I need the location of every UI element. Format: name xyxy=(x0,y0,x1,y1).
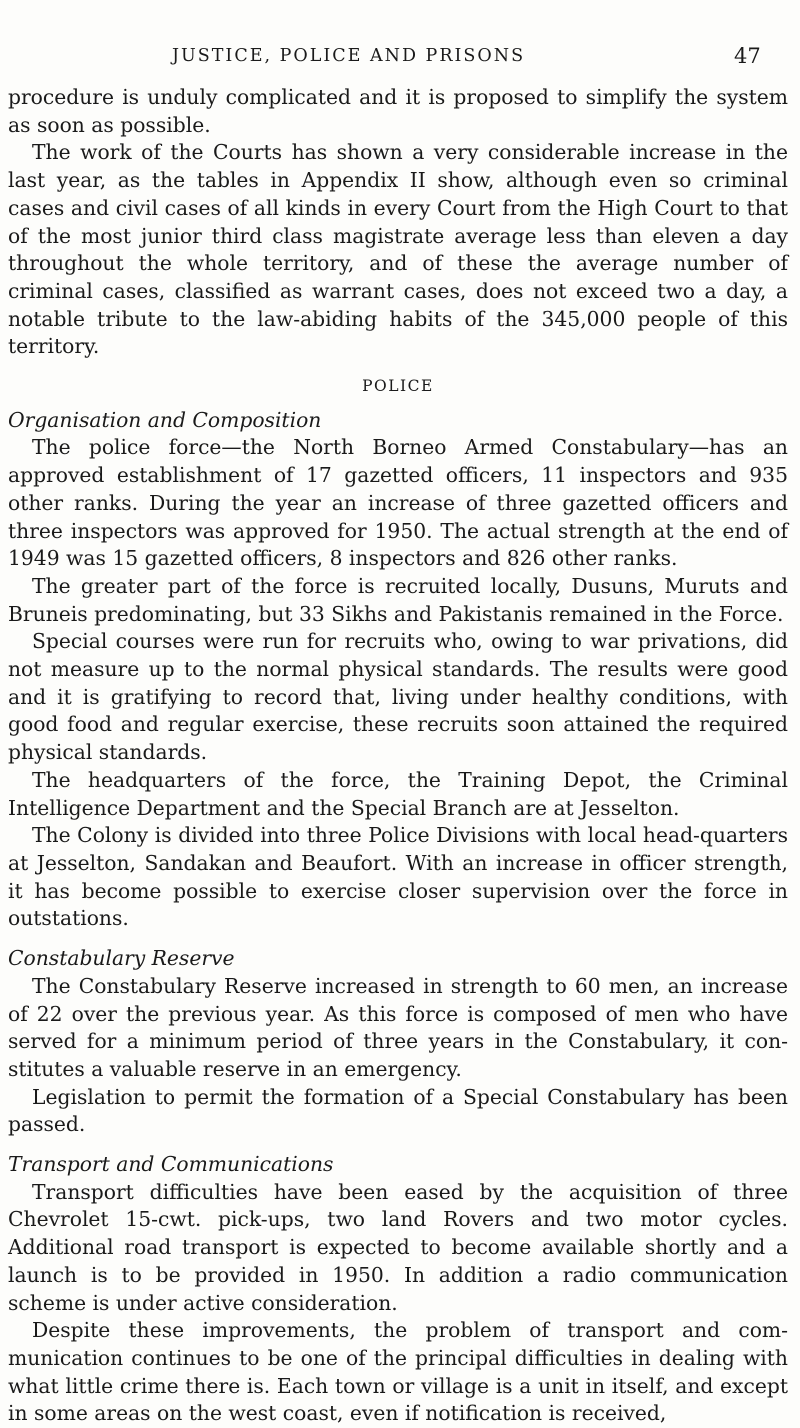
paragraph: The Colony is divided into three Police Divisions with local head-quarters at Jesselton, Sandakan and Beaufort. With an increase in officer strength, it has become possible to exercise closer supervision over the force in outstations. xyxy=(8,823,788,931)
subheading-constabulary-reserve: Constabulary Reserve xyxy=(8,946,235,971)
page-number: 47 xyxy=(734,44,761,68)
paragraph: The greater part of the force is recruited locally, Dusuns, Muruts and Bruneis predominating, but 33 Sikhs and Pakistanis remained in the Force. xyxy=(8,573,788,626)
subheading-transport: Transport and Communications xyxy=(8,1152,334,1177)
running-head-title: JUSTICE, POLICE AND PRISONS xyxy=(172,46,526,66)
paragraph: The Constabulary Reserve increased in strength to 60 men, an increase of 22 over the previous year. As this force is composed of men who have served for a minimum period of three years in the Constabulary, it con-stitutes a valuable reserve in an emergency. xyxy=(8,973,788,1081)
paragraph: Special courses were run for recruits who, owing to war privations, did not measure up to the normal physical standards. The results were good and it is gratifying to record that, living under healthy conditions, with good food and regular exercise, these recruits soon attained the required physical standards. xyxy=(8,629,788,765)
subheading-organisation: Organisation and Composition xyxy=(8,407,322,432)
section-heading-police: POLICE xyxy=(362,377,434,396)
paragraph: The police force—the North Borneo Armed Constabulary—has an approved establishment of 17 gazetted officers, 11 inspectors and 935 other ranks. During the year an increase of three gazetted officers and three inspectors was approved for 1950. The actual strength at the end of 1949 was 15 gazetted officers, 8 inspectors and 826 other ranks. xyxy=(8,435,788,571)
paragraph: The headquarters of the force, the Training Depot, the Criminal Intelligence Department and the Special Branch are at Jesselton. xyxy=(8,767,788,820)
paragraph: The work of the Courts has shown a very considerable increase in the last year, as the tables in Appendix II show, although even so criminal cases and civil cases of all kinds in every Court from the High Court to that of the most junior third class magistrate average less than eleven a day throughout the whole territory, and of these the average number of criminal cases, classified as warrant cases, does not exceed two a day, a notable tribute to the law-abiding habits of the 345,000 people of this territory. xyxy=(8,140,788,359)
body-text xyxy=(8,84,788,1428)
paragraph: Legislation to permit the formation of a Special Constabulary has been passed. xyxy=(8,1084,788,1137)
paragraph: Transport difficulties have been eased by the acquisition of three Chevrolet 15-cwt. pick-ups, two land Rovers and two motor cycles. Additional road transport is expected to become available shortly and a launch is to be provided in 1950. In addition a radio communication scheme is under active consideration. xyxy=(8,1179,788,1315)
paragraph: Despite these improvements, the problem of transport and com-munication continues to be one of the principal difficulties in dealing with what little crime there is. Each town or village is a unit in itself, and except in some areas on the west coast, even if notification is received, xyxy=(8,1318,788,1426)
paragraph: procedure is unduly complicated and it is proposed to simplify the system as soon as possible. xyxy=(8,85,788,137)
